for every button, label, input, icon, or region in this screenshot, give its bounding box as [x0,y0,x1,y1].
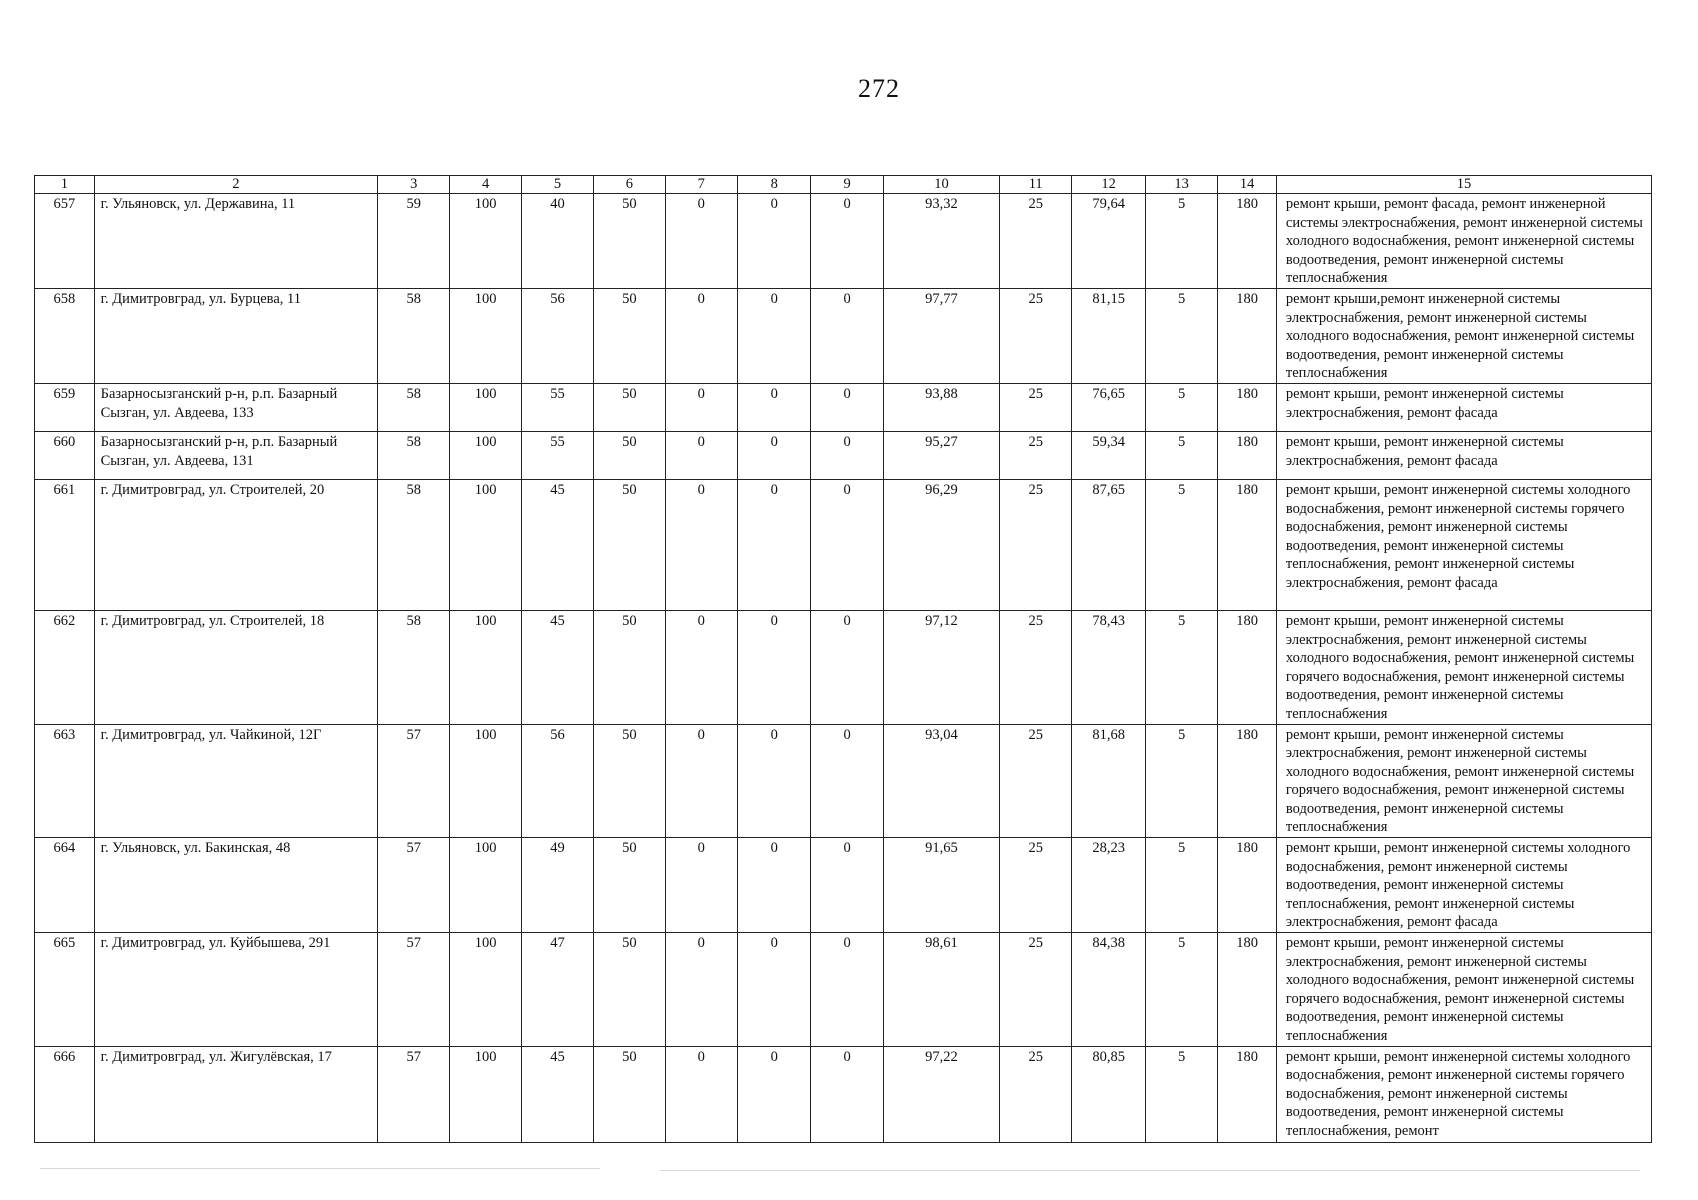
col7-cell: 0 [665,194,737,289]
register-body [35,194,1652,1143]
table-row [35,288,1652,383]
works-cell: ремонт крыши,ремонт инженерной системы электроснабжения, ремонт инженерной системы холодного водоснабжения, ремонт инженерной системы водоотведения, ремонт инженерной системы теплоснабжения [1276,288,1651,383]
col14-cell: 180 [1218,288,1277,383]
col11-cell: 25 [999,610,1071,724]
col10-cell: 98,61 [883,933,999,1047]
column-header: 6 [594,176,665,194]
col3-cell: 57 [377,724,449,838]
col5-cell: 56 [521,724,593,838]
col14-cell: 180 [1218,724,1277,838]
column-header: 15 [1276,176,1651,194]
column-number-row [35,176,1652,194]
col5-cell: 49 [521,838,593,933]
col11-cell: 25 [999,479,1071,610]
col8-cell: 0 [737,838,811,933]
col14-cell: 180 [1218,431,1277,479]
col10-cell: 95,27 [883,431,999,479]
col12-cell: 28,23 [1072,838,1146,933]
address-cell: г. Димитровград, ул. Строителей, 18 [94,610,377,724]
col5-cell: 40 [521,194,593,289]
column-header: 5 [521,176,593,194]
col7-cell: 0 [665,724,737,838]
col8-cell: 0 [737,383,811,431]
column-header: 7 [665,176,737,194]
col3-cell: 59 [377,194,449,289]
col14-cell: 180 [1218,838,1277,933]
column-header: 4 [450,176,521,194]
col10-cell: 93,88 [883,383,999,431]
col6-cell: 50 [594,431,665,479]
col4-cell: 100 [450,288,521,383]
col11-cell: 25 [999,431,1071,479]
col7-cell: 0 [665,431,737,479]
col3-cell: 58 [377,479,449,610]
column-header: 9 [811,176,883,194]
address-cell: г. Ульяновск, ул. Державина, 11 [94,194,377,289]
row-number: 666 [35,1046,95,1142]
works-cell: ремонт крыши, ремонт инженерной системы электроснабжения, ремонт фасада [1276,431,1651,479]
col8-cell: 0 [737,194,811,289]
row-number: 661 [35,479,95,610]
col13-cell: 5 [1145,383,1217,431]
col9-cell: 0 [811,479,883,610]
col5-cell: 45 [521,610,593,724]
page-number: 272 [858,74,900,103]
col8-cell: 0 [737,288,811,383]
col12-cell: 81,68 [1072,724,1146,838]
col11-cell: 25 [999,383,1071,431]
col13-cell: 5 [1145,431,1217,479]
col3-cell: 58 [377,288,449,383]
works-cell: ремонт крыши, ремонт фасада, ремонт инженерной системы электроснабжения, ремонт инженерной системы холодного водоснабжения, ремонт инженерной системы водоотведения, ремонт инженерной системы теплоснабжения [1276,194,1651,289]
row-number: 664 [35,838,95,933]
col14-cell: 180 [1218,383,1277,431]
row-number: 663 [35,724,95,838]
col8-cell: 0 [737,479,811,610]
col3-cell: 58 [377,610,449,724]
col10-cell: 97,77 [883,288,999,383]
col3-cell: 57 [377,838,449,933]
works-cell: ремонт крыши, ремонт инженерной системы электроснабжения, ремонт фасада [1276,383,1651,431]
col4-cell: 100 [450,479,521,610]
col3-cell: 58 [377,383,449,431]
column-header: 12 [1072,176,1146,194]
col14-cell: 180 [1218,1046,1277,1142]
col7-cell: 0 [665,288,737,383]
row-number: 659 [35,383,95,431]
col14-cell: 180 [1218,610,1277,724]
col12-cell: 78,43 [1072,610,1146,724]
works-cell: ремонт крыши, ремонт инженерной системы холодного водоснабжения, ремонт инженерной системы горячего водоснабжения, ремонт инженерной системы водоотведения, ремонт инженерной системы теплоснабжения, ремонт [1276,1046,1651,1142]
column-header: 11 [999,176,1071,194]
row-number: 660 [35,431,95,479]
col14-cell: 180 [1218,479,1277,610]
col5-cell: 45 [521,1046,593,1142]
col3-cell: 58 [377,431,449,479]
col10-cell: 91,65 [883,838,999,933]
col6-cell: 50 [594,838,665,933]
col13-cell: 5 [1145,479,1217,610]
col9-cell: 0 [811,288,883,383]
col12-cell: 80,85 [1072,1046,1146,1142]
col11-cell: 25 [999,724,1071,838]
column-header: 14 [1218,176,1277,194]
col11-cell: 25 [999,194,1071,289]
address-cell: г. Димитровград, ул. Чайкиной, 12Г [94,724,377,838]
col4-cell: 100 [450,838,521,933]
col12-cell: 81,15 [1072,288,1146,383]
col13-cell: 5 [1145,1046,1217,1142]
works-cell: ремонт крыши, ремонт инженерной системы электроснабжения, ремонт инженерной системы холодного водоснабжения, ремонт инженерной системы горячего водоснабжения, ремонт инженерной системы водоотведения, ремонт инженерной системы теплоснабжения [1276,724,1651,838]
col7-cell: 0 [665,933,737,1047]
col9-cell: 0 [811,933,883,1047]
table-row [35,838,1652,933]
col4-cell: 100 [450,610,521,724]
col9-cell: 0 [811,431,883,479]
row-number: 662 [35,610,95,724]
address-cell: г. Ульяновск, ул. Бакинская, 48 [94,838,377,933]
col4-cell: 100 [450,1046,521,1142]
column-header: 10 [883,176,999,194]
scan-speck [660,1170,1640,1171]
col7-cell: 0 [665,383,737,431]
col14-cell: 180 [1218,933,1277,1047]
address-cell: Базарносызганский р-н, р.п. Базарный Сызган, ул. Авдеева, 133 [94,383,377,431]
table-row [35,479,1652,610]
col10-cell: 93,32 [883,194,999,289]
col4-cell: 100 [450,933,521,1047]
col7-cell: 0 [665,838,737,933]
col5-cell: 47 [521,933,593,1047]
col5-cell: 55 [521,431,593,479]
col13-cell: 5 [1145,838,1217,933]
table-row [35,724,1652,838]
col8-cell: 0 [737,431,811,479]
table-row [35,1046,1652,1142]
address-cell: г. Димитровград, ул. Жигулёвская, 17 [94,1046,377,1142]
col4-cell: 100 [450,194,521,289]
col4-cell: 100 [450,724,521,838]
works-cell: ремонт крыши, ремонт инженерной системы электроснабжения, ремонт инженерной системы холодного водоснабжения, ремонт инженерной системы горячего водоснабжения, ремонт инженерной системы водоотведения, ремонт инженерной системы теплоснабжения [1276,933,1651,1047]
address-cell: г. Димитровград, ул. Бурцева, 11 [94,288,377,383]
col9-cell: 0 [811,194,883,289]
column-header: 2 [94,176,377,194]
address-cell: г. Димитровград, ул. Строителей, 20 [94,479,377,610]
col13-cell: 5 [1145,610,1217,724]
col9-cell: 0 [811,838,883,933]
col12-cell: 87,65 [1072,479,1146,610]
col9-cell: 0 [811,383,883,431]
col6-cell: 50 [594,288,665,383]
col8-cell: 0 [737,610,811,724]
col10-cell: 97,12 [883,610,999,724]
col10-cell: 93,04 [883,724,999,838]
repair-register-table [34,175,1652,1143]
col6-cell: 50 [594,724,665,838]
works-cell: ремонт крыши, ремонт инженерной системы электроснабжения, ремонт инженерной системы холодного водоснабжения, ремонт инженерной системы горячего водоснабжения, ремонт инженерной системы водоотведения, ремонт инженерной системы теплоснабжения [1276,610,1651,724]
col11-cell: 25 [999,933,1071,1047]
col7-cell: 0 [665,479,737,610]
col9-cell: 0 [811,610,883,724]
table-row [35,933,1652,1047]
col13-cell: 5 [1145,288,1217,383]
col3-cell: 57 [377,1046,449,1142]
address-cell: Базарносызганский р-н, р.п. Базарный Сызган, ул. Авдеева, 131 [94,431,377,479]
col13-cell: 5 [1145,724,1217,838]
col13-cell: 5 [1145,933,1217,1047]
works-cell: ремонт крыши, ремонт инженерной системы холодного водоснабжения, ремонт инженерной системы горячего водоснабжения, ремонт инженерной системы водоотведения, ремонт инженерной системы теплоснабжения, ремонт инженерной системы электроснабжения, ремонт фасада [1276,479,1651,610]
col8-cell: 0 [737,933,811,1047]
table-row [35,383,1652,431]
col6-cell: 50 [594,383,665,431]
col12-cell: 84,38 [1072,933,1146,1047]
col10-cell: 96,29 [883,479,999,610]
col11-cell: 25 [999,838,1071,933]
col6-cell: 50 [594,933,665,1047]
col4-cell: 100 [450,383,521,431]
col11-cell: 25 [999,288,1071,383]
col6-cell: 50 [594,610,665,724]
column-header: 8 [737,176,811,194]
col7-cell: 0 [665,610,737,724]
works-cell: ремонт крыши, ремонт инженерной системы холодного водоснабжения, ремонт инженерной системы водоотведения, ремонт инженерной системы теплоснабжения, ремонт инженерной системы электроснабжения, ремонт фасада [1276,838,1651,933]
table-row [35,610,1652,724]
col13-cell: 5 [1145,194,1217,289]
col12-cell: 79,64 [1072,194,1146,289]
col5-cell: 45 [521,479,593,610]
row-number: 665 [35,933,95,1047]
col8-cell: 0 [737,724,811,838]
col7-cell: 0 [665,1046,737,1142]
col9-cell: 0 [811,724,883,838]
column-header: 13 [1145,176,1217,194]
col4-cell: 100 [450,431,521,479]
col11-cell: 25 [999,1046,1071,1142]
col5-cell: 55 [521,383,593,431]
col5-cell: 56 [521,288,593,383]
col14-cell: 180 [1218,194,1277,289]
col12-cell: 59,34 [1072,431,1146,479]
col3-cell: 57 [377,933,449,1047]
table-row [35,194,1652,289]
scan-speck [40,1168,600,1169]
col6-cell: 50 [594,1046,665,1142]
col12-cell: 76,65 [1072,383,1146,431]
column-header: 3 [377,176,449,194]
col6-cell: 50 [594,479,665,610]
col8-cell: 0 [737,1046,811,1142]
address-cell: г. Димитровград, ул. Куйбышева, 291 [94,933,377,1047]
row-number: 657 [35,194,95,289]
col6-cell: 50 [594,194,665,289]
row-number: 658 [35,288,95,383]
table-row [35,431,1652,479]
col9-cell: 0 [811,1046,883,1142]
column-header: 1 [35,176,95,194]
col10-cell: 97,22 [883,1046,999,1142]
